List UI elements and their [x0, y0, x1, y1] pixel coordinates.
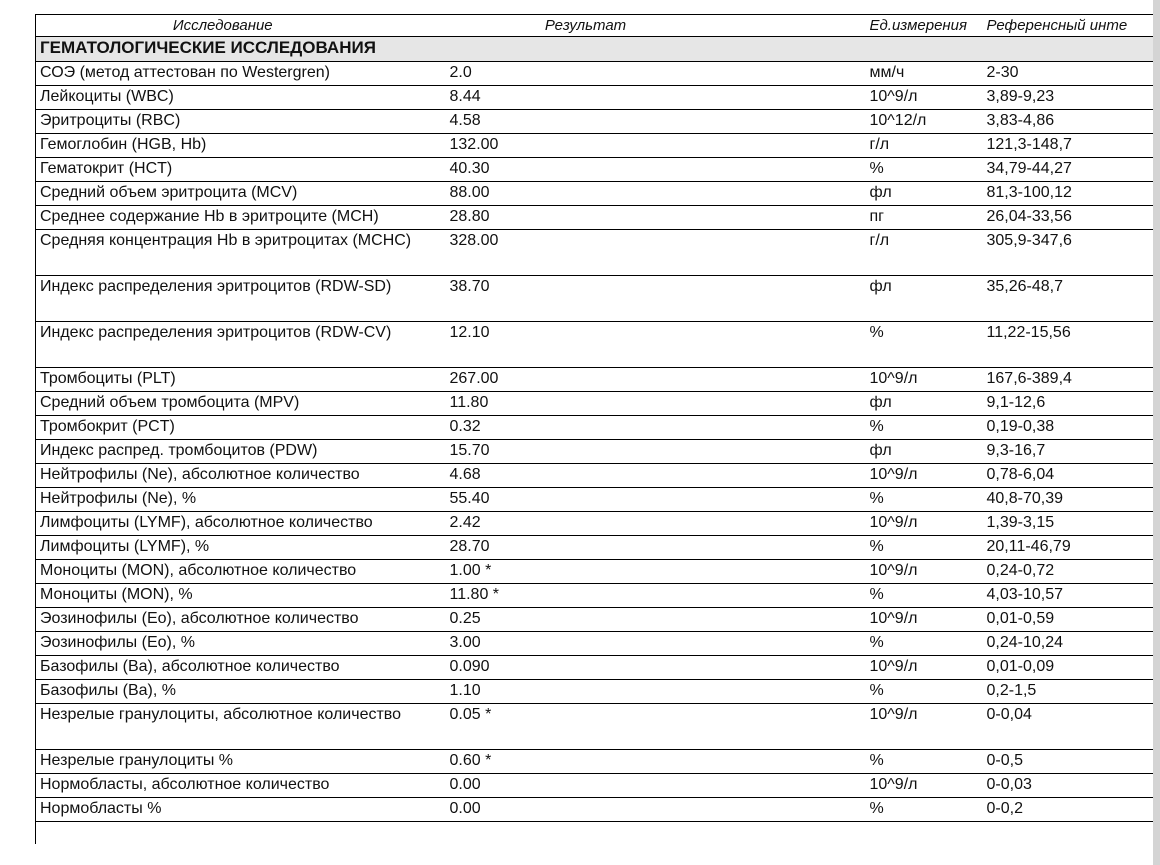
- test-reference-range: 0-0,03: [979, 774, 1160, 798]
- test-unit: 10^9/л: [866, 608, 979, 632]
- test-result: 0.090: [446, 656, 866, 680]
- test-unit: мм/ч: [866, 62, 979, 86]
- test-unit: 10^9/л: [866, 512, 979, 536]
- test-reference-range: 81,3-100,12: [979, 182, 1160, 206]
- test-unit: %: [866, 584, 979, 608]
- test-result: 0.00: [446, 798, 866, 822]
- test-result: 267.00: [446, 368, 866, 392]
- test-result: 11.80: [446, 392, 866, 416]
- test-name: Средний объем эритроцита (MCV): [36, 182, 446, 206]
- test-reference-range: 9,3-16,7: [979, 440, 1160, 464]
- hematology-results-table: [35, 14, 1160, 844]
- test-reference-range: 0,24-10,24: [979, 632, 1160, 656]
- test-name: Индекс распределения эритроцитов (RDW-CV): [36, 322, 446, 368]
- test-result: 0.25: [446, 608, 866, 632]
- test-reference-range: 9,1-12,6: [979, 392, 1160, 416]
- table-row: [36, 704, 1160, 750]
- test-unit: %: [866, 158, 979, 182]
- test-result: 4.68: [446, 464, 866, 488]
- test-name: Эритроциты (RBC): [36, 110, 446, 134]
- test-name: Эозинофилы (Eo), абсолютное количество: [36, 608, 446, 632]
- test-unit: %: [866, 632, 979, 656]
- test-reference-range: 26,04-33,56: [979, 206, 1160, 230]
- table-row: [36, 440, 1160, 464]
- section-row: [36, 37, 1160, 62]
- test-name: Среднее содержание Hb в эритроците (MCH): [36, 206, 446, 230]
- table-row: [36, 680, 1160, 704]
- test-name: Тромбокрит (PCT): [36, 416, 446, 440]
- test-name: Моноциты (MON), абсолютное количество: [36, 560, 446, 584]
- test-reference-range: 3,83-4,86: [979, 110, 1160, 134]
- test-unit: фл: [866, 440, 979, 464]
- test-unit: %: [866, 680, 979, 704]
- test-unit: 10^9/л: [866, 774, 979, 798]
- test-result: 12.10: [446, 322, 866, 368]
- section-spacer: [446, 37, 1160, 62]
- test-name: Гематокрит (HCT): [36, 158, 446, 182]
- test-reference-range: 40,8-70,39: [979, 488, 1160, 512]
- empty-cell: [36, 822, 1160, 845]
- table-row: [36, 134, 1160, 158]
- table-row: [36, 230, 1160, 276]
- test-reference-range: 35,26-48,7: [979, 276, 1160, 322]
- test-unit: фл: [866, 182, 979, 206]
- test-result: 28.70: [446, 536, 866, 560]
- column-header-ref: Референсный инте: [979, 15, 1160, 37]
- table-row: [36, 182, 1160, 206]
- test-result: 40.30: [446, 158, 866, 182]
- test-reference-range: 0,01-0,59: [979, 608, 1160, 632]
- test-reference-range: 0,19-0,38: [979, 416, 1160, 440]
- test-reference-range: 0,2-1,5: [979, 680, 1160, 704]
- test-unit: 10^9/л: [866, 560, 979, 584]
- test-reference-range: 34,79-44,27: [979, 158, 1160, 182]
- test-result: 8.44: [446, 86, 866, 110]
- test-reference-range: 3,89-9,23: [979, 86, 1160, 110]
- test-name: Нейтрофилы (Ne), %: [36, 488, 446, 512]
- table-row: [36, 750, 1160, 774]
- test-name: Средняя концентрация Hb в эритроцитах (MCHC): [36, 230, 446, 276]
- table-row: [36, 608, 1160, 632]
- test-reference-range: 11,22-15,56: [979, 322, 1160, 368]
- test-name: Незрелые гранулоциты %: [36, 750, 446, 774]
- lab-results-sheet: [35, 14, 1160, 865]
- test-result: 2.42: [446, 512, 866, 536]
- test-result: 55.40: [446, 488, 866, 512]
- test-unit: 10^12/л: [866, 110, 979, 134]
- test-reference-range: 1,39-3,15: [979, 512, 1160, 536]
- test-unit: 10^9/л: [866, 656, 979, 680]
- test-reference-range: 305,9-347,6: [979, 230, 1160, 276]
- table-row: [36, 774, 1160, 798]
- test-result: 132.00: [446, 134, 866, 158]
- test-name: Индекс распределения эритроцитов (RDW-SD): [36, 276, 446, 322]
- test-reference-range: 0-0,2: [979, 798, 1160, 822]
- test-result: 28.80: [446, 206, 866, 230]
- table-body: [36, 37, 1160, 845]
- table-row: [36, 392, 1160, 416]
- table-row: [36, 560, 1160, 584]
- table-row: [36, 584, 1160, 608]
- test-reference-range: 0,24-0,72: [979, 560, 1160, 584]
- test-unit: %: [866, 488, 979, 512]
- test-result: 1.00 *: [446, 560, 866, 584]
- test-result: 1.10: [446, 680, 866, 704]
- table-row-empty: [36, 822, 1160, 845]
- test-name: Моноциты (MON), %: [36, 584, 446, 608]
- test-reference-range: 167,6-389,4: [979, 368, 1160, 392]
- test-reference-range: 0-0,5: [979, 750, 1160, 774]
- column-header-unit: Ед.измерения: [866, 15, 979, 37]
- table-row: [36, 86, 1160, 110]
- test-reference-range: 4,03-10,57: [979, 584, 1160, 608]
- test-unit: г/л: [866, 134, 979, 158]
- table-row: [36, 656, 1160, 680]
- test-result: 4.58: [446, 110, 866, 134]
- table-row: [36, 158, 1160, 182]
- table-row: [36, 322, 1160, 368]
- section-title: ГЕМАТОЛОГИЧЕСКИЕ ИССЛЕДОВАНИЯ: [36, 37, 446, 62]
- test-unit: 10^9/л: [866, 368, 979, 392]
- table-row: [36, 62, 1160, 86]
- table-header-row: [36, 15, 1160, 37]
- test-name: Лимфоциты (LYMF), %: [36, 536, 446, 560]
- column-header-result: Результат: [446, 15, 866, 37]
- test-result: 328.00: [446, 230, 866, 276]
- test-name: Индекс распред. тромбоцитов (PDW): [36, 440, 446, 464]
- test-name: Базофилы (Ba), %: [36, 680, 446, 704]
- table-row: [36, 368, 1160, 392]
- test-result: 88.00: [446, 182, 866, 206]
- test-unit: фл: [866, 392, 979, 416]
- table-row: [36, 798, 1160, 822]
- table-row: [36, 512, 1160, 536]
- table-row: [36, 110, 1160, 134]
- test-reference-range: 20,11-46,79: [979, 536, 1160, 560]
- test-name: Нормобласты %: [36, 798, 446, 822]
- test-result: 0.05 *: [446, 704, 866, 750]
- table-row: [36, 206, 1160, 230]
- test-name: Тромбоциты (PLT): [36, 368, 446, 392]
- table-row: [36, 276, 1160, 322]
- test-name: Лимфоциты (LYMF), абсолютное количество: [36, 512, 446, 536]
- test-name: Гемоглобин (HGB, Hb): [36, 134, 446, 158]
- test-result: 38.70: [446, 276, 866, 322]
- test-result: 11.80 *: [446, 584, 866, 608]
- table-row: [36, 632, 1160, 656]
- test-unit: %: [866, 750, 979, 774]
- test-result: 3.00: [446, 632, 866, 656]
- test-result: 0.00: [446, 774, 866, 798]
- test-reference-range: 0-0,04: [979, 704, 1160, 750]
- test-result: 15.70: [446, 440, 866, 464]
- column-header-name: Исследование: [36, 15, 446, 37]
- table-row: [36, 464, 1160, 488]
- test-name: Нейтрофилы (Ne), абсолютное количество: [36, 464, 446, 488]
- table-row: [36, 536, 1160, 560]
- test-unit: %: [866, 416, 979, 440]
- test-name: Нормобласты, абсолютное количество: [36, 774, 446, 798]
- table-row: [36, 416, 1160, 440]
- test-reference-range: 121,3-148,7: [979, 134, 1160, 158]
- test-name: СОЭ (метод аттестован по Westergren): [36, 62, 446, 86]
- test-name: Базофилы (Ba), абсолютное количество: [36, 656, 446, 680]
- test-unit: 10^9/л: [866, 86, 979, 110]
- test-reference-range: 0,01-0,09: [979, 656, 1160, 680]
- test-unit: %: [866, 536, 979, 560]
- table-row: [36, 488, 1160, 512]
- test-unit: фл: [866, 276, 979, 322]
- test-unit: 10^9/л: [866, 464, 979, 488]
- test-reference-range: 2-30: [979, 62, 1160, 86]
- test-result: 0.32: [446, 416, 866, 440]
- page-edge-shadow: [1153, 0, 1160, 865]
- test-result: 0.60 *: [446, 750, 866, 774]
- test-name: Средний объем тромбоцита (MPV): [36, 392, 446, 416]
- test-unit: %: [866, 798, 979, 822]
- test-unit: 10^9/л: [866, 704, 979, 750]
- test-unit: г/л: [866, 230, 979, 276]
- test-unit: %: [866, 322, 979, 368]
- test-result: 2.0: [446, 62, 866, 86]
- test-name: Лейкоциты (WBC): [36, 86, 446, 110]
- test-unit: пг: [866, 206, 979, 230]
- test-name: Эозинофилы (Eo), %: [36, 632, 446, 656]
- test-reference-range: 0,78-6,04: [979, 464, 1160, 488]
- test-name: Незрелые гранулоциты, абсолютное количество: [36, 704, 446, 750]
